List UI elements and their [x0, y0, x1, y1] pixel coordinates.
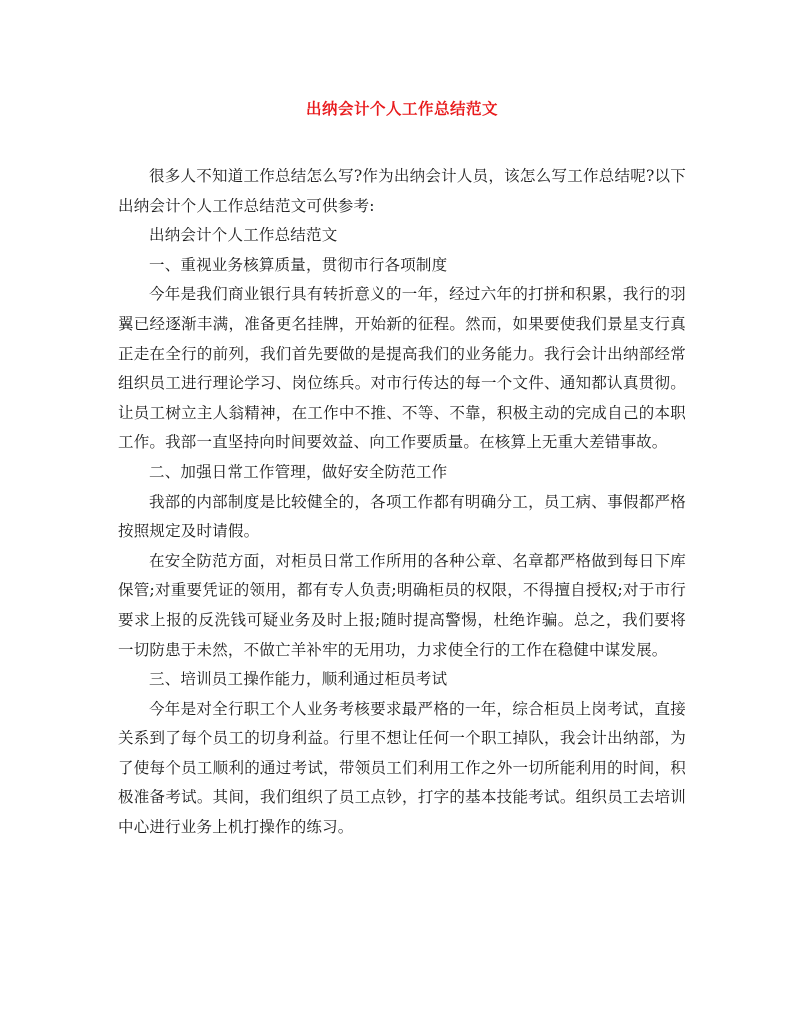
section-1-paragraph: 今年是我们商业银行具有转折意义的一年，经过六年的打拼和积累，我行的羽翼已经逐渐丰满，准备更名挂牌，开始新的征程。然而，如果要使我们景星支行真正走在全行的前列，我们首先要做的是提高我们的业务能力。我行会计出纳部经常组织员工进行理论学习、岗位练兵。对市行传达的每一个文件、通知都认真贯彻。让员工树立主人翁精神，在工作中不推、不等、不靠，积极主动的完成自己的本职工作。我部一直坚持向时间要效益、向工作要质量。在核算上无重大差错事故。 [118, 285, 686, 452]
section-2-paragraph-2: 在安全防范方面，对柜员日常工作所用的各种公章、名章都严格做到每日下库保管;对重要凭证的领用，都有专人负责;明确柜员的权限，不得擅自授权;对于市行要求上报的反洗钱可疑业务及时上报;随时提高警惕，杜绝诈骗。总之，我们要将一切防患于未然，不做亡羊补牢的无用功，力求使全行的工作在稳健中谋发展。 [118, 551, 686, 659]
document-body [118, 162, 686, 843]
document-title: 出纳会计个人工作总结范文 [305, 99, 498, 118]
section-heading-1: 一、重视业务核算质量，贯彻市行各项制度 [149, 255, 448, 274]
section-heading-3: 三、培训员工操作能力，顺利通过柜员考试 [149, 670, 448, 689]
section-3-paragraph: 今年是对全行职工个人业务考核要求最严格的一年，综合柜员上岗考试，直接关系到了每个员工的切身利益。行里不想让任何一个职工掉队，我会计出纳部，为了使每个员工顺利的通过考试，带领员工们利用工作之外一切所能利用的时间，积极准备考试。其间，我们组织了员工点钞，打字的基本技能考试。组织员工去培训中心进行业务上机打操作的练习。 [118, 699, 686, 837]
section-2-paragraph-1: 我部的内部制度是比较健全的，各项工作都有明确分工，员工病、事假都严格按照规定及时请假。 [118, 492, 686, 541]
document-page [118, 98, 686, 843]
intro-paragraph: 很多人不知道工作总结怎么写?作为出纳会计人员，该怎么写工作总结呢?以下出纳会计个人工作总结范文可供参考: [118, 167, 686, 215]
section-heading-2: 二、加强日常工作管理，做好安全防范工作 [149, 462, 448, 481]
subtitle-paragraph: 出纳会计个人工作总结范文 [149, 226, 338, 245]
